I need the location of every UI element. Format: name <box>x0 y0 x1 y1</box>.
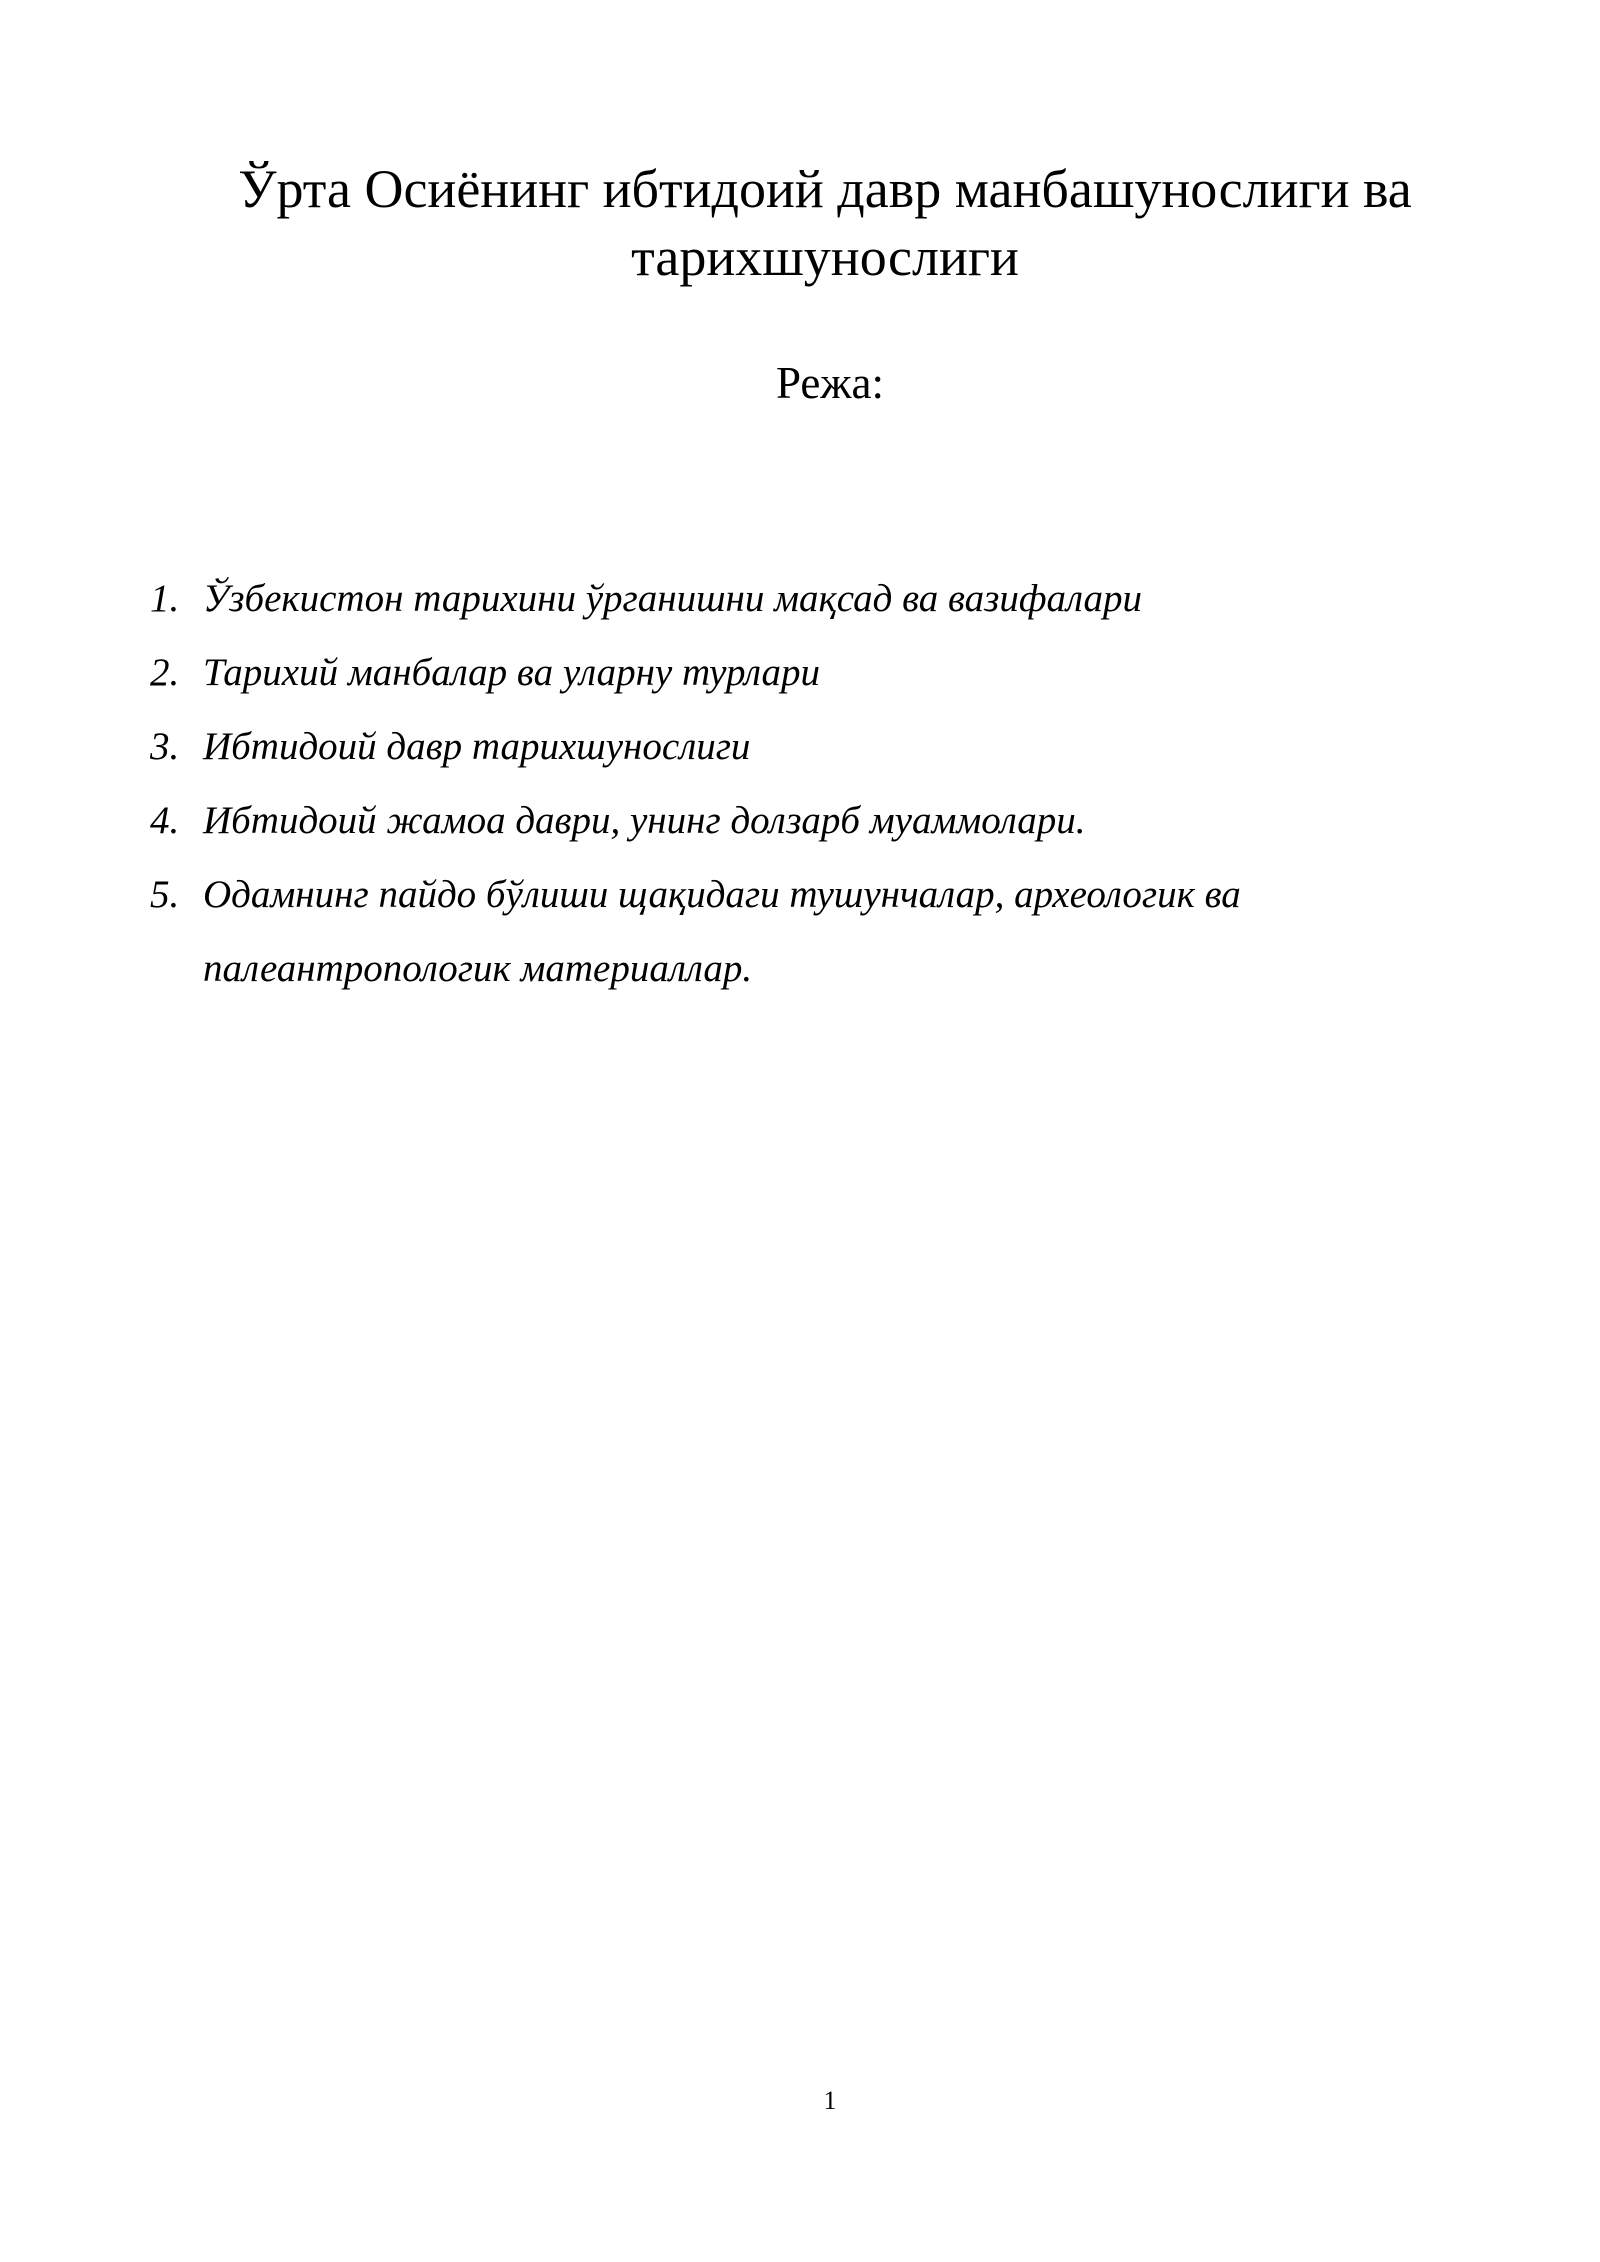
plan-heading: Режа: <box>776 358 884 408</box>
plan-item <box>150 636 1450 710</box>
plan-item <box>150 710 1450 784</box>
plan-item-number: 3. <box>150 725 180 768</box>
plan-item-number: 5. <box>150 873 180 916</box>
plan-item-text: Ўзбекистон тарихини ўрганишни мақсад ва вазифалари <box>203 577 1143 620</box>
plan-item-text: Ибтидоий давр тарихшунослиги <box>203 725 751 768</box>
plan-item-number: 4. <box>150 799 180 842</box>
plan-item-number: 2. <box>150 651 180 694</box>
plan-item-text: Одамнинг пайдо бўлиши щақидаги тушунчалар, археологик ва палеантропологик материаллар. <box>203 873 1241 990</box>
plan-item-text: Тарихий манбалар ва уларну турлари <box>203 651 820 694</box>
page-number: 1 <box>823 2086 837 2115</box>
plan-item-number: 1. <box>150 577 180 620</box>
plan-list <box>150 562 1450 1006</box>
plan-item <box>150 858 1450 1006</box>
plan-item <box>150 784 1450 858</box>
plan-item-text: Ибтидоий жамоа даври, унинг долзарб муаммолари. <box>203 799 1086 842</box>
document-title: Ўрта Осиёнинг ибтидоий давр манбашунослиги ва тарихшунослиги <box>238 159 1412 287</box>
plan-item <box>150 562 1450 636</box>
